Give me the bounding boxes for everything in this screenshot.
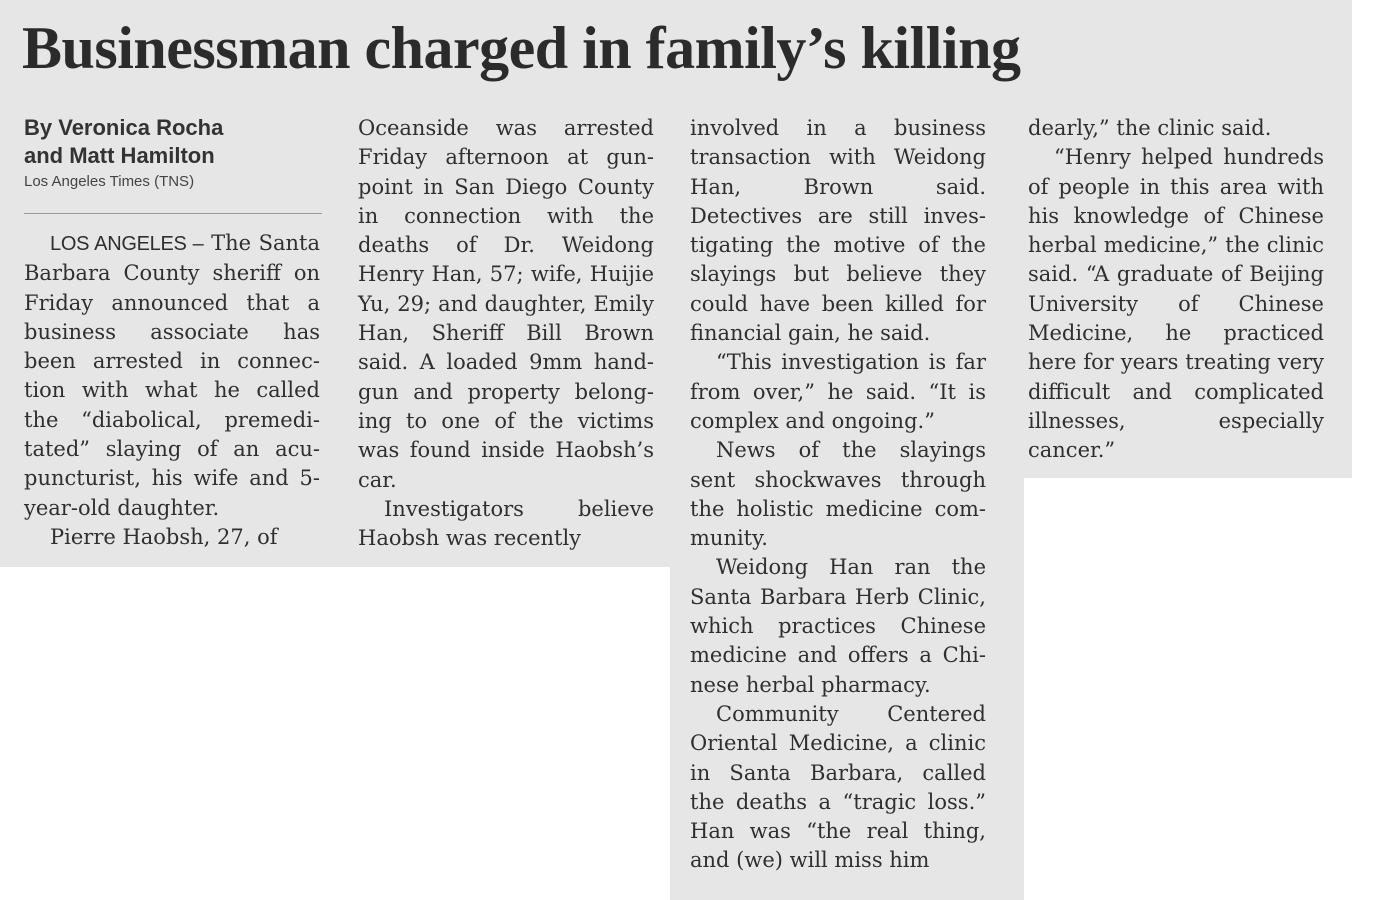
- lead-paragraph: [24, 229, 320, 523]
- byline-divider: [24, 213, 322, 214]
- paragraph: involved in a business transaction with Weidong Han, Brown said. Detectives are still investigating the motive of the slayings but believe they could have been killed for financial gain, he said.: [690, 116, 986, 346]
- paragraph: Investigators believe Haobsh was recently: [358, 496, 654, 551]
- dateline: LOS ANGELES –: [50, 233, 204, 255]
- byline-author-1: By Veronica Rocha: [24, 115, 224, 140]
- paragraph: dearly,” the clinic said.: [1028, 116, 1272, 140]
- paragraph: Oceanside was arrested Friday afternoon at gunpoint in San Diego County in connection with the deaths of Dr. Weidong Henry Han, 57; wife, Huijie Yu, 29; and daughter, Emily Han, Sheriff Bill Brown said. A loaded 9mm handgun and property belonging to one of the victims was found inside Haobsh’s car.: [358, 116, 654, 492]
- headline: Businessman charged in family’s killing: [22, 15, 1021, 81]
- paragraph: Pierre Haobsh, 27, of: [50, 524, 278, 549]
- quote-paragraph: “Henry helped hundreds of people in this area with his knowledge of Chinese herbal medicine,” the clinic said. “A graduate of Beijing University of Chinese Medicine, he practiced here for years treating very difficult and complicated illnesses, especially cancer.”: [1028, 145, 1324, 463]
- byline-agency: Los Angeles Times (TNS): [24, 173, 195, 190]
- article-column-4: [1028, 114, 1324, 466]
- byline: [24, 114, 324, 170]
- article-column-2: [358, 114, 654, 553]
- paragraph: Weidong Han ran the Santa Barbara Herb Clinic, which practices Chinese medicine and offers a Chinese herbal pharmacy.: [690, 555, 986, 697]
- quote-paragraph: “This investigation is far from over,” he said. “It is complex and ongoing.”: [690, 350, 986, 433]
- byline-author-2: and Matt Hamilton: [24, 143, 215, 168]
- paragraph: News of the slayings sent shockwaves through the holistic medicine community.: [690, 438, 986, 551]
- lead-paragraph-text: The Santa Barbara County sheriff on Friday announced that a business associate has been arrested in connection with what he called the “diabolical, premeditated” slaying of an acupuncturist, his wife and 5-year-old daughter.: [24, 231, 320, 520]
- article-column-3: [690, 114, 986, 876]
- article-column-1: [24, 229, 320, 552]
- paragraph: Community Centered Oriental Medicine, a clinic in Santa Barbara, called the deaths a “tragic loss.” Han was “the real thing, and (we) will miss him: [690, 701, 986, 873]
